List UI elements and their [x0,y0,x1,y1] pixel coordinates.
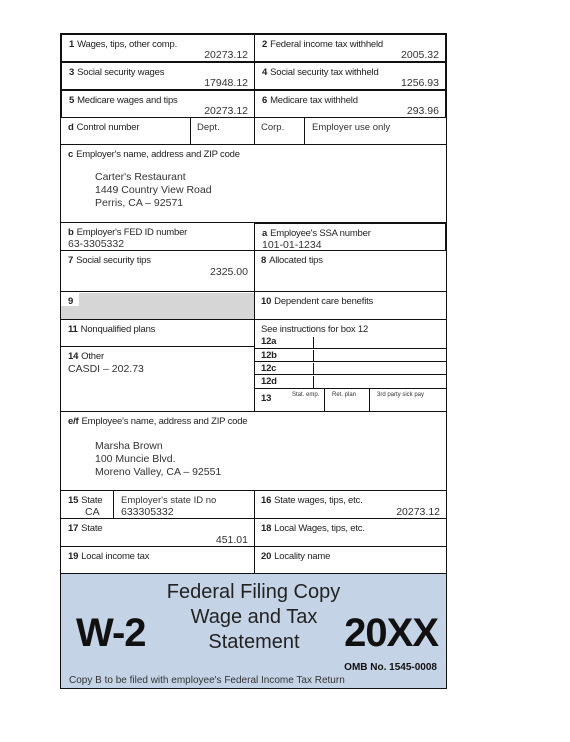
box-16-state-wages [254,491,446,519]
box-3-number: 3 [69,67,75,78]
box-12c-divider [313,363,314,374]
box-ef-number: e/f [68,416,79,427]
box-d-label: Control number [76,122,140,133]
omb-number: OMB No. 1545-0008 [344,662,437,673]
box-16-label: State wages, tips, etc. [274,495,363,506]
box-9-shaded-area [61,306,79,319]
employee-address-block [95,440,221,479]
box-12d-label: 12d [261,376,277,387]
box-4-label: Social security tax withheld [270,67,379,78]
divider [254,118,255,144]
box-a-label: Employee's SSA number [270,228,371,239]
box-19-local-tax [61,547,255,574]
copy-note: Copy B to be filed with employee's Federal Income Tax Return [69,675,345,686]
form-title-line-2: Statement [208,631,300,653]
employer-name: Carter's Restaurant [95,171,186,183]
divider [254,348,446,349]
box-19-label: Local income tax [81,551,150,562]
box-19-number: 19 [68,551,79,562]
divider [254,388,446,389]
box-11-nonqualified-plans [61,320,255,347]
form-footer [61,574,446,688]
box-b-employer-fed-id [61,223,255,251]
box-b-label: Employer's FED ID number [76,227,188,238]
box-3-label: Social security wages [77,67,165,78]
employer-city: Perris, CA – 92571 [95,197,184,209]
box-20-locality [254,547,446,574]
box-7-label: Social security tips [76,255,151,266]
dept-label: Dept. [197,122,220,133]
box-12c-label: 12c [261,363,277,374]
divider [324,388,325,412]
box-c-number: c [68,149,74,160]
box-13-stat-emp: Stat. emp. [292,392,320,398]
box-17-state-tax [61,519,255,547]
box-11-number: 11 [68,324,78,335]
box-9-number: 9 [68,296,74,307]
employer-street: 1449 Country View Road [95,184,212,196]
box-13-ret-plan: Ret. plan [332,392,357,398]
copy-title: Federal Filing Copy [166,581,341,603]
box-12a-label: 12a [261,336,277,347]
box-a-employee-ssn [254,223,446,251]
box-1-number: 1 [69,39,75,50]
box-1-wages [61,34,255,62]
employee-street: 100 Muncie Blvd. [95,453,176,465]
box-5-medicare-wages [61,90,255,118]
box-10-dependent-care [254,292,446,320]
employee-name: Marsha Brown [95,440,163,452]
box-14-value: CASDI – 202.73 [68,363,144,375]
box-8-allocated-tips [254,251,446,292]
box-13-number: 13 [261,393,272,404]
box-15-state-value: CA [85,506,100,518]
box-12-codes [254,320,446,412]
box-18-local-wages [254,519,446,547]
tax-year: 20XX [344,611,438,655]
box-1-value: 20273.12 [204,49,248,61]
box-6-number: 6 [262,95,268,106]
form-title [161,605,347,655]
divider [369,388,370,412]
box-9-shaded-area [79,293,254,319]
employer-address-block [95,171,212,210]
box-12b-divider [313,350,314,361]
box-18-number: 18 [261,523,272,534]
box-4-number: 4 [262,67,268,78]
box-d-number: d [68,122,74,133]
box-8-label: Allocated tips [269,255,323,266]
box-1-label: Wages, tips, other comp. [77,39,178,50]
box-7-number: 7 [68,255,74,266]
box-4-ss-tax [254,62,446,90]
box-6-value: 293.96 [406,105,439,117]
divider [254,361,446,362]
box-12a-divider [313,337,314,348]
box-ef-employee-address [61,412,446,491]
box-5-number: 5 [69,95,75,106]
box-8-number: 8 [261,255,267,266]
box-16-value: 20273.12 [396,506,440,518]
box-20-number: 20 [261,551,272,562]
box-a-value: 101-01-1234 [262,239,322,251]
box-12b-label: 12b [261,350,277,361]
box-14-label: Other [81,351,104,362]
box-14-other [61,347,255,412]
box-12d-divider [313,376,314,388]
box-12-instructions: See instructions for box 12 [261,324,369,335]
box-3-value: 17948.12 [204,77,248,89]
divider [190,118,191,144]
corp-label: Corp. [261,122,285,133]
form-name: W-2 [76,611,146,655]
box-11-label: Nonqualified plans [80,324,156,335]
box-7-value: 2325.00 [210,266,248,278]
box-6-medicare-tax [254,90,446,118]
box-7-ss-tips [61,251,255,292]
divider [113,491,114,518]
box-15-id-label: Employer's state ID no [121,495,217,506]
box-10-label: Dependent care benefits [274,296,374,307]
box-5-label: Medicare wages and tips [77,95,178,106]
box-3-ss-wages [61,62,255,90]
box-a-number: a [262,228,268,239]
w2-form [60,33,447,689]
box-c-employer-address [61,145,446,223]
box-9 [61,292,255,320]
box-2-value: 2005.32 [401,49,439,61]
box-5-value: 20273.12 [204,105,248,117]
box-10-number: 10 [261,296,272,307]
box-14-number: 14 [68,351,79,362]
box-2-number: 2 [262,39,268,50]
box-c-label: Employer's name, address and ZIP code [76,149,240,160]
box-15-state [61,491,255,519]
box-2-label: Federal income tax withheld [270,39,383,50]
employee-city: Moreno Valley, CA – 92551 [95,466,222,478]
divider [304,118,305,144]
box-15-id-value: 633305332 [121,506,174,518]
box-20-label: Locality name [274,551,331,562]
divider [254,374,446,375]
box-16-number: 16 [261,495,272,506]
box-4-value: 1256.93 [401,77,439,89]
box-17-label: State [81,523,103,534]
employer-use-label: Employer use only [312,122,391,133]
box-b-number: b [68,227,74,238]
box-15-label: State [81,495,103,506]
box-17-value: 451.01 [215,534,248,546]
box-ef-label: Employee's name, address and ZIP code [81,416,248,427]
form-title-line-1: Wage and Tax [190,606,318,628]
box-2-federal-tax [254,34,446,62]
box-b-value: 63-3305332 [68,238,125,250]
box-18-label: Local Wages, tips, etc. [274,523,365,534]
box-15-number: 15 [68,495,79,506]
box-6-label: Medicare tax withheld [270,95,358,106]
box-13-sick-pay: 3rd party sick pay [377,392,425,398]
box-d-control-number [61,118,446,145]
box-17-number: 17 [68,523,79,534]
